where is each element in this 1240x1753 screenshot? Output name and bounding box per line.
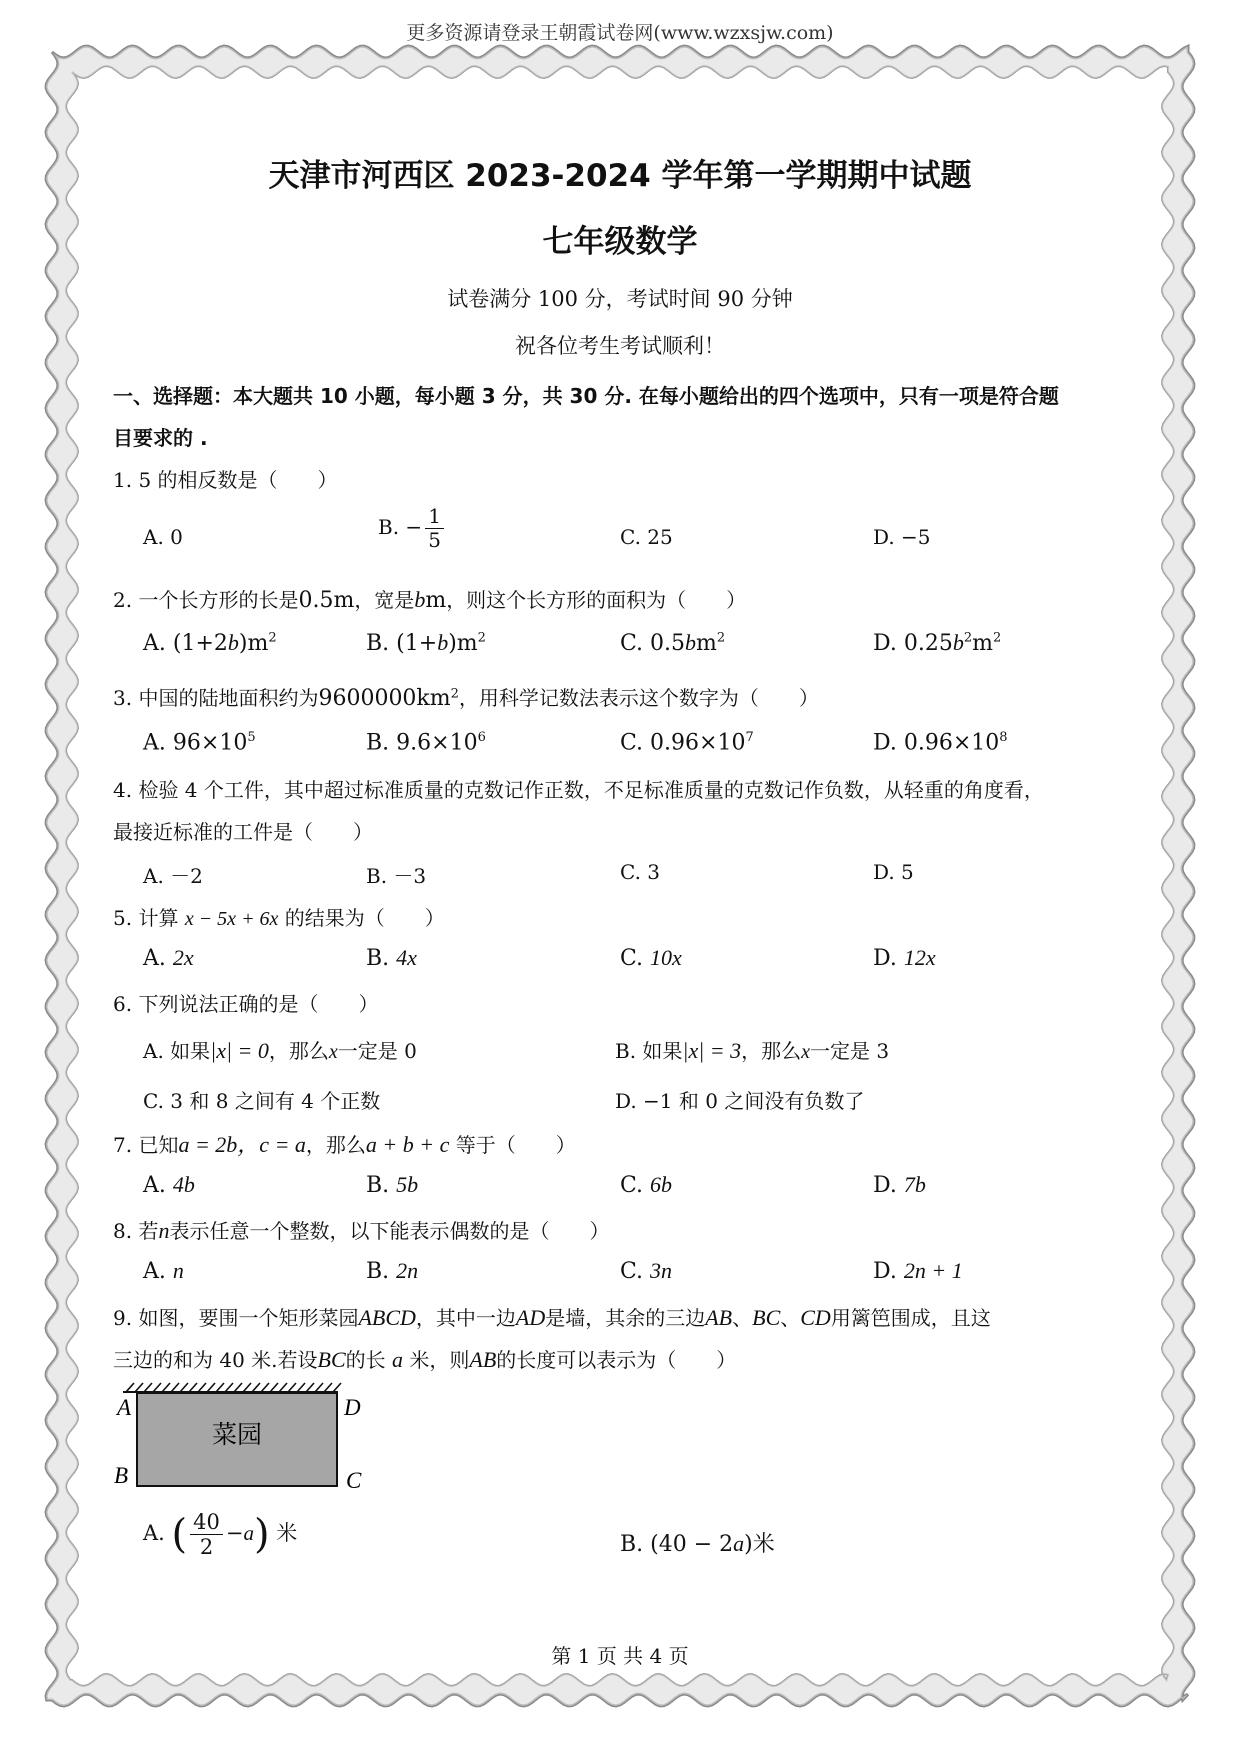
q2-option-b (366, 630, 486, 656)
q9-text-5: 三边的和为 40 米.若设 (113, 1348, 318, 1372)
q3-option-a (143, 730, 256, 755)
q9-a-fraction (190, 1510, 223, 1559)
q6-a-var: x (328, 1041, 338, 1063)
wall-hatching (126, 1383, 341, 1392)
q2-a-sup: 2 (268, 630, 277, 646)
q6-a-post: 一定是 0 (337, 1039, 417, 1063)
q7-d-label: D. (873, 1173, 897, 1198)
q3-c-val: 0.96×10 (650, 730, 746, 756)
exam-title: 天津市河西区 2023-2024 学年第一学期期中试题 (268, 158, 972, 194)
q2-b-label: B. (366, 631, 390, 656)
q1-option-a: A. 0 (143, 525, 183, 549)
q3-option-b (366, 730, 486, 755)
q1-b-label: B. (378, 515, 400, 539)
q2-d-label: D. (873, 631, 897, 656)
q5-option-d (873, 945, 936, 971)
hatch-mark (225, 1383, 233, 1392)
q9-bc: BC (752, 1305, 781, 1330)
q6-b-mid: ，那么 (741, 1039, 802, 1063)
q3-c-sup: 7 (745, 730, 754, 745)
q4-option-d: D. 5 (873, 860, 914, 884)
question-9-line2 (113, 1344, 736, 1373)
question-4-line2: 最接近标准的工件是（ ） (113, 820, 373, 844)
hatch-mark (243, 1383, 251, 1392)
hatch-mark (144, 1383, 152, 1392)
q4-option-a: A. －2 (143, 864, 203, 888)
hatch-mark (162, 1383, 170, 1392)
q7-stem-text-2: ，那么 (305, 1133, 366, 1157)
q7-option-a (143, 1172, 195, 1198)
question-2-stem (113, 584, 746, 613)
q2-option-d (873, 630, 1001, 656)
q9-a-var: a (392, 1347, 404, 1372)
hatch-mark (234, 1383, 242, 1392)
q7-b-label: B. (366, 1173, 390, 1198)
hatch-mark (252, 1383, 260, 1392)
question-3-stem (113, 682, 819, 711)
section1-instructions-line1: 一、选择题：本大题共 10 小题，每小题 3 分，共 30 分. 在每小题给出的四个选项中，只有一项是符合题 (113, 384, 1059, 408)
q2-d-tail: m (972, 631, 993, 656)
q3-b-label: B. (366, 730, 390, 756)
q2-a-var: b (227, 630, 239, 655)
q2-d-var: b (952, 630, 964, 655)
q9-ab-2: AB (469, 1347, 497, 1372)
q2-stem-text-2: ，宽是 (354, 588, 415, 612)
hatch-mark (333, 1383, 341, 1392)
q9-b-var: a (733, 1531, 745, 1556)
q9-a-unit: 米 (276, 1521, 298, 1546)
q2-c-sup: 2 (716, 630, 726, 646)
question-4-line1: 4. 检验 4 个工件，其中超过标准质量的克数记作正数，不足标准质量的克数记作负数，从轻重的角度看， (113, 778, 1044, 802)
q6-b-post: 一定是 3 (810, 1039, 890, 1063)
q7-c-val: 6b (650, 1172, 673, 1197)
q9-text-6: 的长 (345, 1348, 386, 1372)
q3-a-val: 96×10 (172, 730, 248, 756)
q2-d-sup2: 2 (993, 630, 1002, 646)
q8-d-val: 2n + 1 (903, 1258, 963, 1283)
q2-b-var: b (437, 630, 449, 655)
q3-stem-text-2: ，用科学记数法表示这个数字为（ ） (458, 686, 819, 710)
q2-b-tail: )m (448, 631, 478, 656)
q9-garden-figure (110, 1380, 380, 1500)
q8-b-val: 2n (396, 1258, 419, 1283)
q1-option-d: D. −5 (873, 525, 931, 549)
q1-option-b (378, 505, 447, 552)
q7-option-d (873, 1172, 926, 1198)
q7-given: a = 2b，c = a (178, 1132, 306, 1157)
q9-a-minus: − (225, 1521, 244, 1546)
q8-stem-text-1: 8. 若 (113, 1219, 159, 1243)
question-1-stem: 1. 5 的相反数是（ ） (113, 468, 338, 492)
q5-option-a (143, 945, 194, 971)
page-footer: 第 1 页 共 4 页 (551, 1644, 689, 1668)
q6-option-d: D. −1 和 0 之间没有负数了 (615, 1089, 865, 1113)
q9-text-2: ，其中一边 (415, 1306, 516, 1330)
q9-text-8: 的长度可以表示为（ ） (496, 1348, 737, 1372)
hatch-mark (198, 1383, 206, 1392)
q9-text-4: 用篱笆围成，且这 (830, 1306, 991, 1330)
site-banner[interactable]: 更多资源请登录王朝霞试卷网(www.wzxsjw.com) (406, 22, 834, 44)
q3-a-label: A. (143, 730, 166, 756)
q6-a-expr: |x| = 0 (210, 1038, 269, 1063)
q3-d-val: 0.96×10 (903, 730, 1000, 756)
q1-option-c: C. 25 (620, 525, 673, 549)
garden-label: 菜园 (211, 1420, 263, 1449)
q9-text-1: 9. 如图，要围一个矩形菜园 (113, 1306, 359, 1330)
q5-b-label: B. (366, 946, 390, 971)
q1-b-fraction (425, 505, 444, 552)
q8-c-label: C. (620, 1259, 644, 1284)
q9-ad: AD (515, 1305, 546, 1330)
vertex-c: C (346, 1468, 362, 1493)
hatch-mark (270, 1383, 278, 1392)
section1-instructions-line2: 目要求的 . (113, 426, 208, 450)
q2-a-label: A. (143, 631, 166, 656)
q3-area-value: 9600000km (318, 686, 451, 711)
q9-bc-2: BC (317, 1347, 346, 1372)
question-8-stem (113, 1215, 609, 1244)
q2-d-sup1: 2 (963, 630, 973, 646)
q3-stem-text-1: 3. 中国的陆地面积约为 (113, 686, 319, 710)
q8-var: n (158, 1218, 170, 1243)
q9-text-7: 米，则 (409, 1348, 470, 1372)
q2-stem-text-3: ，则这个长方形的面积为（ ） (446, 588, 747, 612)
hatch-mark (207, 1383, 215, 1392)
q9-sep-1: 、 (732, 1306, 753, 1330)
q6-a-mid: ，那么 (268, 1039, 329, 1063)
q8-d-label: D. (873, 1259, 897, 1284)
hatch-mark (153, 1383, 161, 1392)
q9-a-left-paren: ( (171, 1511, 188, 1558)
q2-c-tail: m (696, 631, 717, 656)
exam-subtitle: 七年级数学 (542, 224, 698, 260)
q9-cd: CD (800, 1305, 831, 1330)
question-7-stem (113, 1128, 576, 1159)
q3-b-sup: 6 (477, 730, 486, 745)
q4-option-c: C. 3 (620, 860, 661, 884)
q9-a-numerator: 40 (190, 1510, 223, 1535)
exam-wish: 祝各位考生考试顺利！ (515, 334, 725, 358)
q9-sep-2: 、 (780, 1306, 801, 1330)
q9-a-label: A. (143, 1521, 165, 1546)
q3-option-c (620, 730, 754, 755)
q8-option-b (366, 1258, 418, 1284)
q8-c-val: 3n (650, 1258, 673, 1283)
q5-option-b (366, 945, 417, 971)
hatch-mark (135, 1383, 143, 1392)
q2-a-expr: (1+2 (172, 631, 228, 656)
hatch-mark (180, 1383, 188, 1392)
question-9-line1 (113, 1302, 991, 1331)
q6-a-prefix: A. 如果 (143, 1039, 211, 1063)
hatch-mark (171, 1383, 179, 1392)
q1-b-numerator: 1 (425, 505, 444, 529)
q2-option-c (620, 630, 725, 656)
hatch-mark (288, 1383, 296, 1392)
exam-info: 试卷满分 100 分，考试时间 90 分钟 (447, 287, 793, 311)
hatch-mark (324, 1383, 332, 1392)
hatch-mark (126, 1383, 134, 1392)
q3-a-sup: 5 (247, 730, 256, 745)
q5-c-label: C. (620, 946, 644, 971)
q3-b-val: 9.6×10 (396, 730, 478, 756)
q8-a-val: n (172, 1258, 184, 1283)
hatch-mark (261, 1383, 269, 1392)
hatch-mark (306, 1383, 314, 1392)
vertex-a: A (117, 1395, 132, 1420)
q6-option-c: C. 3 和 8 之间有 4 个正数 (143, 1089, 381, 1113)
q1-b-denominator: 5 (428, 528, 441, 552)
q3-option-d (873, 730, 1008, 755)
q5-option-c (620, 945, 682, 971)
q2-c-var: b (685, 630, 697, 655)
q7-a-label: A. (143, 1173, 166, 1198)
q5-d-val: 12x (903, 945, 936, 970)
q5-stem-text-2: 的结果为（ ） (284, 906, 445, 930)
q5-b-val: 4x (396, 945, 417, 970)
q5-a-label: A. (143, 946, 166, 971)
q4-option-b: B. －3 (366, 864, 427, 888)
hatch-mark (189, 1383, 197, 1392)
q7-c-label: C. (620, 1173, 644, 1198)
q9-b-close: ) (744, 1532, 753, 1557)
vertex-b: B (114, 1463, 129, 1488)
question-6-stem: 6. 下列说法正确的是（ ） (113, 992, 379, 1016)
q7-d-val: 7b (903, 1172, 926, 1197)
q3-d-label: D. (873, 730, 897, 756)
q7-sum-expr: a + b + c (365, 1132, 450, 1157)
q5-stem-text-1: 5. 计算 (113, 906, 179, 930)
q2-d-expr: 0.25 (903, 631, 953, 656)
q3-c-label: C. (620, 730, 644, 756)
q2-width-unit: m (425, 588, 447, 613)
q9-text-3: 是墙，其余的三边 (545, 1306, 706, 1330)
q7-stem-text-3: 等于（ ） (455, 1133, 576, 1157)
q3-area-sup: 2 (450, 686, 459, 702)
q9-ab: AB (705, 1305, 733, 1330)
q2-c-label: C. (620, 631, 644, 656)
q3-d-sup: 8 (999, 730, 1008, 745)
q9-a-denominator: 2 (199, 1535, 214, 1560)
q2-length: 0.5m (298, 588, 355, 613)
q8-option-c (620, 1258, 672, 1284)
q7-option-b (366, 1172, 418, 1198)
q2-b-sup: 2 (477, 630, 486, 646)
hatch-mark (297, 1383, 305, 1392)
q9-abcd: ABCD (358, 1305, 416, 1330)
q9-b-label: B. (620, 1532, 644, 1557)
question-5-stem (113, 902, 445, 931)
q1-b-sign: − (405, 515, 423, 539)
q8-a-label: A. (143, 1259, 166, 1284)
q5-expression: x − 5x + 6x (184, 908, 279, 930)
q2-a-tail: )m (238, 631, 269, 656)
q5-a-val: 2x (172, 945, 194, 970)
q9-a-variable: a (243, 1521, 254, 1546)
hatch-mark (279, 1383, 287, 1392)
q2-b-expr: (1+ (396, 631, 438, 656)
vertex-d: D (344, 1395, 361, 1420)
q9-a-right-paren: ) (253, 1511, 270, 1558)
q6-option-a (143, 1035, 417, 1064)
q8-b-label: B. (366, 1259, 390, 1284)
q6-b-expr: |x| = 3 (682, 1038, 742, 1063)
q2-c-expr: 0.5 (650, 631, 686, 656)
q2-option-a (143, 630, 277, 656)
q2-stem-text-1: 2. 一个长方形的长是 (113, 588, 299, 612)
q7-a-val: 4b (172, 1172, 195, 1197)
q8-stem-text-2: 表示任意一个整数，以下能表示偶数的是（ ） (169, 1219, 610, 1243)
q9-b-unit: 米 (752, 1532, 775, 1557)
q7-b-val: 5b (396, 1172, 419, 1197)
q6-option-b (615, 1035, 889, 1064)
q2-width-var: b (414, 587, 426, 612)
q9-option-b (620, 1527, 775, 1558)
hatch-mark (216, 1383, 224, 1392)
hatch-mark (315, 1383, 323, 1392)
q9-b-expr: (40 − 2 (650, 1532, 734, 1557)
q9-option-a (143, 1510, 297, 1559)
q7-option-c (620, 1172, 672, 1198)
q5-d-label: D. (873, 946, 897, 971)
q6-b-var: x (801, 1041, 811, 1063)
q5-c-val: 10x (650, 945, 682, 970)
q8-option-d (873, 1258, 963, 1284)
q6-b-prefix: B. 如果 (615, 1039, 683, 1063)
q8-option-a (143, 1258, 184, 1284)
q7-stem-text-1: 7. 已知 (113, 1133, 179, 1157)
